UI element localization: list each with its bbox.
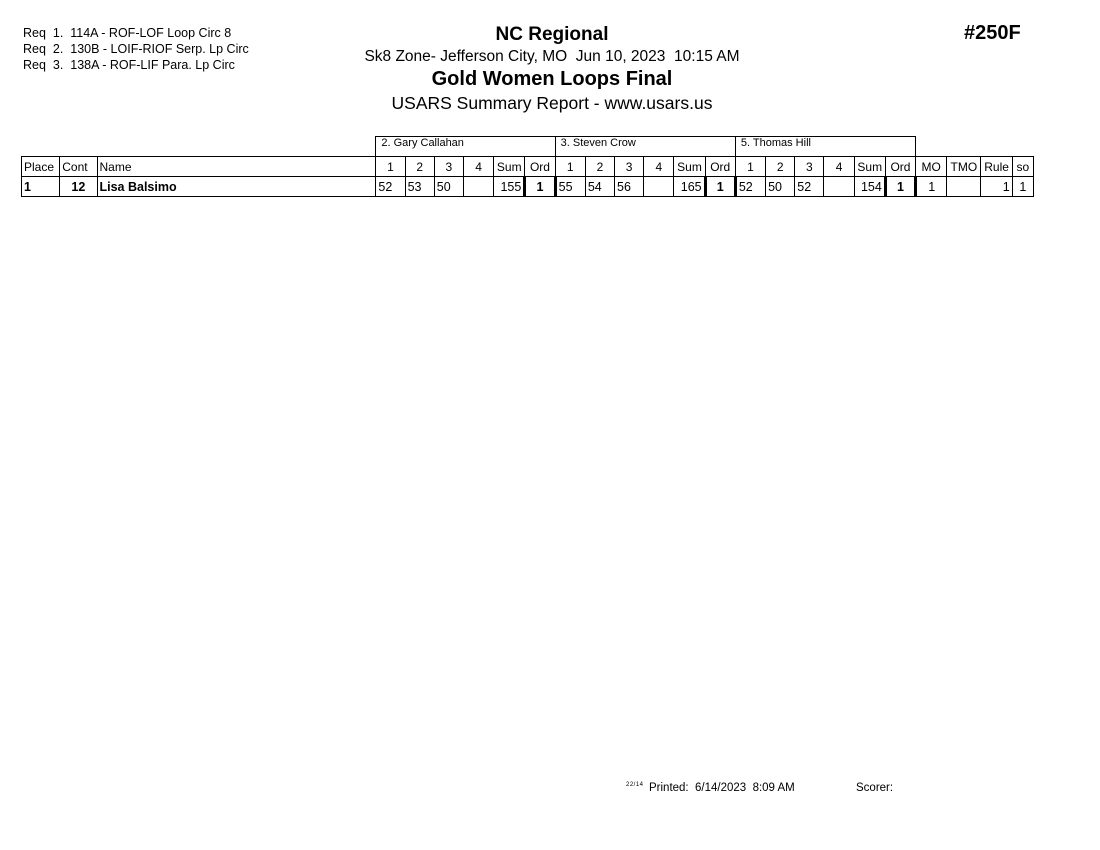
col-j2-score-2: 2	[585, 157, 614, 177]
cell-j3-score-4	[824, 177, 854, 197]
cell-tmo	[947, 177, 981, 197]
cell-rule: 1	[981, 177, 1012, 197]
col-j3-score-2: 2	[766, 157, 795, 177]
cell-j2-score-3: 56	[615, 177, 644, 197]
requirement-3: Req 3. 138A - ROF-LIF Para. Lp Circ	[23, 58, 235, 72]
col-name: Name	[97, 157, 376, 177]
cell-j2-score-4	[644, 177, 674, 197]
cell-j1-score-2: 53	[405, 177, 434, 197]
requirements-list	[23, 25, 249, 73]
cell-j1-score-1: 52	[376, 177, 405, 197]
report-header	[300, 23, 804, 115]
cell-j3-score-3: 52	[795, 177, 824, 197]
col-rule: Rule	[981, 157, 1012, 177]
col-j1-sum: Sum	[494, 157, 525, 177]
col-j3-sum: Sum	[854, 157, 885, 177]
table-row	[22, 177, 1034, 197]
judge-1-name: 2. Gary Callahan	[376, 137, 555, 157]
col-j1-ord: Ord	[525, 157, 555, 177]
scorer-label: Scorer:	[856, 782, 894, 794]
event-number: #250F	[964, 22, 1021, 44]
cell-mo: 1	[916, 177, 947, 197]
col-cont: Cont	[60, 157, 97, 177]
report-title: USARS Summary Report - www.usars.us	[391, 93, 713, 113]
col-tmo: TMO	[947, 157, 981, 177]
judge-2-name: 3. Steven Crow	[555, 137, 735, 157]
results-table	[21, 136, 1034, 197]
cell-so: 1	[1012, 177, 1033, 197]
col-j1-score-3: 3	[434, 157, 463, 177]
cell-j2-sum: 165	[674, 177, 705, 197]
col-j3-ord: Ord	[885, 157, 915, 177]
event-title: Gold Women Loops Final	[431, 68, 673, 90]
col-mo: MO	[916, 157, 947, 177]
col-j1-score-2: 2	[405, 157, 434, 177]
cell-j1-score-3: 50	[434, 177, 463, 197]
col-place: Place	[22, 157, 60, 177]
cell-j3-score-2: 50	[766, 177, 795, 197]
col-so: so	[1012, 157, 1033, 177]
col-j2-ord: Ord	[705, 157, 735, 177]
competition-title: NC Regional	[495, 24, 609, 45]
requirement-1: Req 1. 114A - ROF-LOF Loop Circ 8	[23, 26, 232, 40]
judge-header-row	[22, 137, 1034, 157]
cell-j1-sum: 155	[494, 177, 525, 197]
column-header-row	[22, 157, 1034, 177]
cell-cont: 12	[60, 177, 97, 197]
cell-place: 1	[22, 177, 60, 197]
col-j2-score-3: 3	[615, 157, 644, 177]
cell-j2-score-2: 54	[585, 177, 614, 197]
cell-j3-score-1: 52	[735, 177, 765, 197]
col-j3-score-4: 4	[824, 157, 854, 177]
col-j3-score-1: 1	[735, 157, 765, 177]
col-j2-sum: Sum	[674, 157, 705, 177]
col-j2-score-4: 4	[644, 157, 674, 177]
col-j1-score-4: 4	[463, 157, 493, 177]
venue-date: Sk8 Zone- Jefferson City, MO Jun 10, 2023 10:15 AM	[364, 48, 740, 65]
col-j3-score-3: 3	[795, 157, 824, 177]
col-j1-score-1: 1	[376, 157, 405, 177]
printed-timestamp: Printed: 6/14/2023 8:09 AM	[649, 782, 795, 794]
cell-j1-ord: 1	[525, 177, 555, 197]
requirement-2: Req 2. 130B - LOIF-RIOF Serp. Lp Circ	[23, 42, 249, 56]
cell-j1-score-4	[463, 177, 493, 197]
judge-3-name: 5. Thomas Hill	[735, 137, 915, 157]
cell-j2-score-1: 55	[555, 177, 585, 197]
cell-name: Lisa Balsimo	[97, 177, 376, 197]
col-j2-score-1: 1	[555, 157, 585, 177]
cell-j2-ord: 1	[705, 177, 735, 197]
footer-code: 22/14	[626, 782, 644, 788]
cell-j3-sum: 154	[854, 177, 885, 197]
cell-j3-ord: 1	[885, 177, 915, 197]
